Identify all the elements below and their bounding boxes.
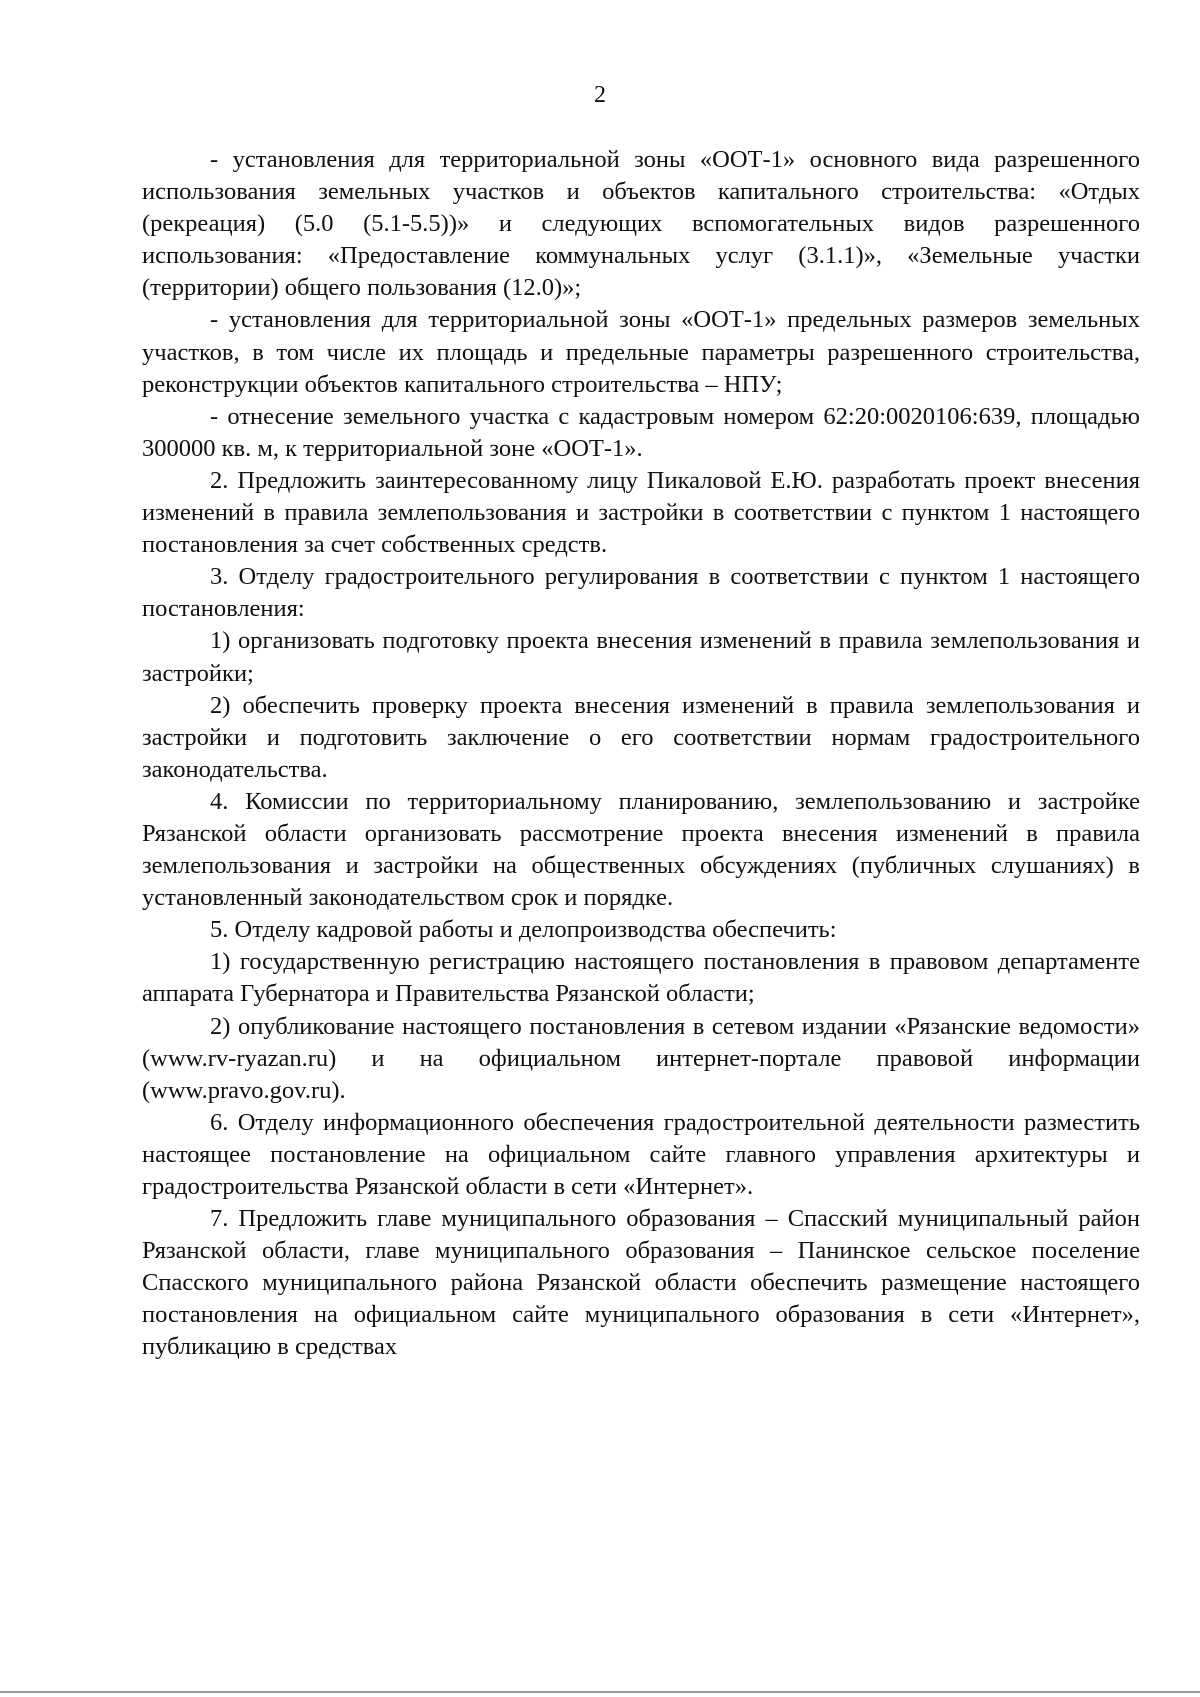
- paragraph-zone-main-use: - установления для территориальной зоны «ООТ-1» основного вида разрешенного использования земельных участков и объектов капитального строительства: «Отдых (рекреация) (5.0 (5.1-5.5))» и следующих вспомогательных видов разрешенного использования: «Предоставление коммунальных услуг (3.1.1)», «Земельные участки (территории) общего пользования (12.0)»;: [142, 146, 1140, 302]
- paragraph-item-3-2: 2) обеспечить проверку проекта внесения изменений в правила землепользования и застройки и подготовить заключение о его соответствии нормам градостроительного законодательства.: [142, 691, 1140, 783]
- paragraph-item-4: 4. Комиссии по территориальному планированию, землепользованию и застройке Рязанской области организовать рассмотрение проекта внесения изменений в правила землепользования и застройки на общественных обсуждениях (публичных слушаниях) в установленный законодательством срок и порядке.: [142, 787, 1140, 912]
- page-number: 2: [594, 82, 606, 108]
- paragraph-item-6: 6. Отделу информационного обеспечения градостроительной деятельности разместить настоящее постановление на официальном сайте главного управления архитектуры и градостроительства Рязанской области в сети «Интернет».: [142, 1108, 1140, 1200]
- paragraph-item-2: 2. Предложить заинтересованному лицу Пикаловой Е.Ю. разработать проект внесения изменений в правила землепользования и застройки в соответствии с пунктом 1 настоящего постановления за счет собственных средств.: [142, 466, 1140, 559]
- document-body: [142, 144, 1140, 1364]
- bottom-scan-edge: [0, 1691, 1200, 1693]
- paragraph-item-3: 3. Отделу градостроительного регулирования в соответствии с пунктом 1 настоящего постановления:: [142, 563, 1140, 623]
- paragraph-land-plot: - отнесение земельного участка с кадастровым номером 62:20:0020106:639, площадью 300000 кв. м, к территориальной зоне «ООТ-1».: [142, 402, 1140, 462]
- paragraph-item-5-2: 2) опубликование настоящего постановления в сетевом издании «Рязанские ведомости» (www.rv-ryazan.ru) и на официальном интернет-портале правовой информации (www.pravo.gov.ru).: [142, 1012, 1140, 1104]
- paragraph-item-5: 5. Отделу кадровой работы и делопроизводства обеспечить:: [210, 916, 837, 944]
- paragraph-item-5-1: 1) государственную регистрацию настоящего постановления в правовом департаменте аппарата Губернатора и Правительства Рязанской области;: [142, 948, 1140, 1008]
- paragraph-item-7: 7. Предложить главе муниципального образования – Спасский муниципальный район Рязанской области, главе муниципального образования – Панинское сельское поселение Спасского муниципального района Рязанской области обеспечить размещение настоящего постановления на официальном сайте муниципального образования в сети «Интернет», публикацию в средствах: [142, 1205, 1140, 1361]
- paragraph-item-3-1: 1) организовать подготовку проекта внесения изменений в правила землепользования и застройки;: [142, 627, 1140, 687]
- paragraph-zone-limits: - установления для территориальной зоны «ООТ-1» предельных размеров земельных участков, в том числе их площадь и предельные параметры разрешенного строительства, реконструкции объектов капитального строительства – НПУ;: [142, 306, 1140, 398]
